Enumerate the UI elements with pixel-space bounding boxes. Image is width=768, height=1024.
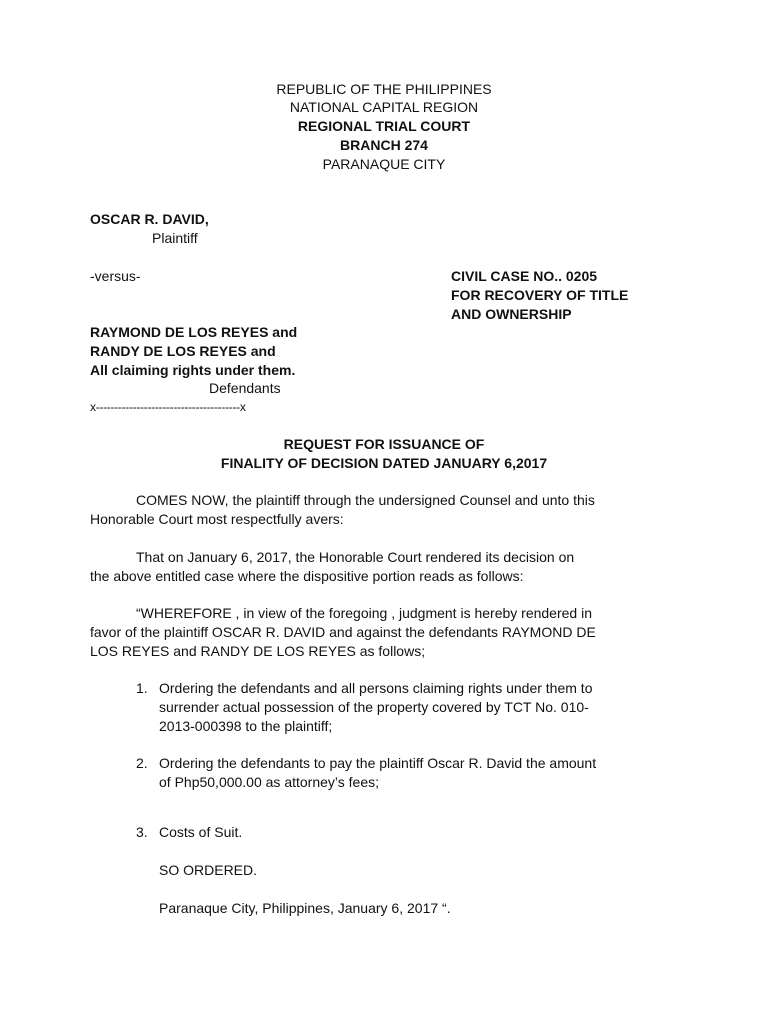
- item-number: 3.: [136, 824, 148, 840]
- paragraph-1-line-2: Honorable Court most respectfully avers:: [90, 511, 344, 527]
- item-1-line-1: Ordering the defendants and all persons claiming rights under them to: [159, 680, 593, 696]
- header-region: NATIONAL CAPITAL REGION: [289, 99, 479, 115]
- paragraph-2-line-1: That on January 6, 2017, the Honorable Court rendered its decision on: [136, 549, 575, 565]
- defendant-role: Defendants: [209, 380, 281, 396]
- defendant-line-2: RANDY DE LOS REYES and: [90, 343, 276, 359]
- case-nature-line-1: FOR RECOVERY OF TITLE: [451, 287, 629, 303]
- header-branch: BRANCH 274: [340, 137, 428, 153]
- title-line-1: REQUEST FOR ISSUANCE OF: [283, 436, 485, 452]
- title-line-2: FINALITY OF DECISION DATED JANUARY 6,2017: [220, 455, 548, 471]
- caption-separator: x---------------------------------------x: [90, 400, 246, 414]
- quote-line-3: LOS REYES and RANDY DE LOS REYES as follows;: [90, 643, 426, 659]
- plaintiff-name: OSCAR R. DAVID,: [90, 211, 209, 227]
- item-number: 2.: [136, 755, 148, 771]
- place-and-date: Paranaque City, Philippines, January 6, 2017 “.: [159, 900, 451, 916]
- header-court: REGIONAL TRIAL COURT: [297, 118, 471, 134]
- plaintiff-role: Plaintiff: [152, 230, 198, 246]
- paragraph-2-line-2: the above entitled case where the dispositive portion reads as follows:: [90, 568, 524, 584]
- item-number: 1.: [136, 680, 148, 696]
- defendant-line-3: All claiming rights under them.: [90, 362, 296, 378]
- item-2-line-1: Ordering the defendants to pay the plaintiff Oscar R. David the amount: [159, 755, 597, 771]
- case-nature-line-2: AND OWNERSHIP: [451, 306, 572, 322]
- header-city: PARANAQUE CITY: [322, 156, 446, 172]
- versus-label: -versus-: [90, 268, 141, 284]
- case-number: CIVIL CASE NO.. 0205: [451, 268, 598, 284]
- defendant-line-1: RAYMOND DE LOS REYES and: [90, 324, 298, 340]
- so-ordered: SO ORDERED.: [159, 862, 258, 878]
- quote-line-2: favor of the plaintiff OSCAR R. DAVID and against the defendants RAYMOND DE: [90, 624, 596, 640]
- item-1-line-3: 2013-000398 to the plaintiff;: [159, 718, 333, 734]
- header-republic: REPUBLIC OF THE PHILIPPINES: [276, 81, 492, 97]
- item-3-line-1: Costs of Suit.: [159, 824, 243, 840]
- item-1-line-2: surrender actual possession of the property covered by TCT No. 010-: [159, 699, 589, 715]
- quote-line-1: “WHEREFORE , in view of the foregoing , judgment is hereby rendered in: [136, 605, 592, 621]
- item-2-line-2: of Php50,000.00 as attorney’s fees;: [159, 774, 380, 790]
- paragraph-1-line-1: COMES NOW, the plaintiff through the undersigned Counsel and unto this: [136, 492, 595, 508]
